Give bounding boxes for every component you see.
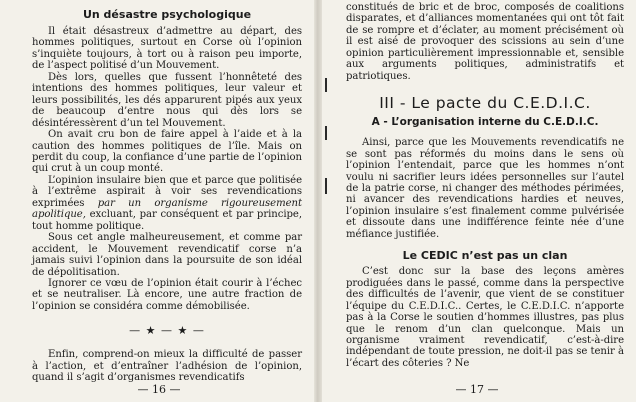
paragraph: Sous cet angle malheureusement, et comme par accident, le Mouvement revendicatif corse n’a jamais suivi l’opinion dans la poursuite de son idéal de dépolitisation.: [32, 232, 302, 278]
paragraph-text: excluant, par conséquent et par principe, tout homme politique.: [32, 209, 302, 232]
subsection-title: A - L’organisation interne du C.E.D.I.C.: [371, 116, 599, 129]
paragraph: Enfin, comprend-on mieux la difficulté de passer à l’action, et d’entraîner l’adhésion de l’opinion, quand il s’agit d’organismes revendicatifs: [32, 349, 302, 384]
page-number: — 16 —: [137, 383, 181, 396]
right-page: [318, 0, 636, 402]
section-heading: Un désastre psychologique: [82, 8, 252, 21]
paragraph: [32, 175, 302, 232]
paragraph-text: L’opinion insulaire bien que et parce que politisée à l’extrême aspirait à voir ses revendications exprimées: [32, 174, 302, 209]
section-separator: — ★ — ★ —: [129, 324, 205, 338]
paragraph: C’est donc sur la base des leçons amères prodiguées dans le passé, comme dans la perspective des difficultés de l’avenir, que vient de se constituer l’équipe du C.E.D.I.C.. Certes, le C.E.D.I.C. n’apporte pas à la Corse le soutien d’hommes illustres, pas plus que le renom d’un clan quelconque. Mais un organisme vraiment revendicatif, c’est-à-dire indépendant de toute pression, ne doit-il pas se tenir à l’écart des côteries ? Ne: [346, 266, 624, 369]
paragraph: Il était désastreux d’admettre au départ, des hommes politiques, surtout en Corse où l’opinion s’inquiète toujours, à tort ou à raison peu importe, de l’aspect politisé d’un Mouvement.: [32, 26, 302, 72]
emphasis-text: par un organisme rigoureusement apolitique,: [32, 197, 302, 221]
paragraph: Dès lors, quelles que fussent l’honnêteté des intentions des hommes politiques, leur valeur et leurs possibilités, les dés apparurent pipés aux yeux de beaucoup d’entre nous qui dès lors se désintéressèrent d’un tel Mouvement.: [32, 71, 302, 129]
page-number: — 17 —: [455, 383, 499, 396]
paragraph: constitués de bric et de broc, composés de coalitions disparates, et d’alliances momentanées qui ont tôt fait de se rompre et d’éclater, au moment précisément où il est aisé de provoquer des scissions au sein d’une opinion particulièrement impressionnable et, sensible aux arguments politiques, administratifs et patriotiques.: [346, 2, 624, 82]
section-heading: Le CEDIC n’est pas un clan: [402, 249, 568, 263]
chapter-title: III - Le pacte du C.E.D.I.C.: [379, 94, 591, 113]
paragraph: Ignorer ce vœu de l’opinion était courir à l’échec et se neutraliser. Là encore, une autre fraction de l’opinion se considéra comme démobilisée.: [32, 277, 302, 312]
paragraph: Ainsi, parce que les Mouvements revendicatifs ne se sont pas réformés du moins dans le sens où l’opinion l’entendait, parce que les hommes n’ont voulu ni sacrifier leurs idées personnelles sur l’autel de la patrie corse, ni changer des méthodes périmées, ni avancer des revendications hardies et neuves, l’opinion insulaire s’est finalement comme pulvérisée et dissoute dans une indifférence feinte née d’une méfiance justifiée.: [346, 137, 624, 240]
paragraph: On avait cru bon de faire appel à l’aide et à la caution des hommes politiques de l’île. Mais on perdit du coup, la confiance d’une partie de l’opinion qui crut à un coup monté.: [32, 129, 302, 175]
